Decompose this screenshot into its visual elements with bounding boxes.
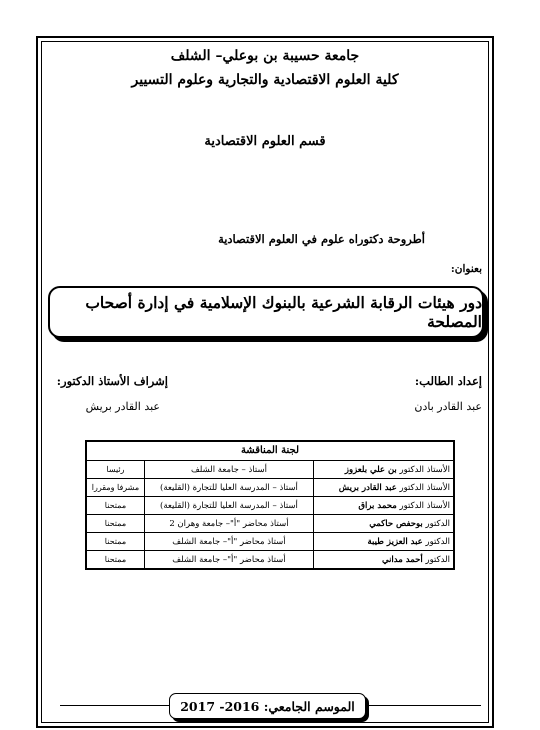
member-title: الدكتور [425, 536, 450, 547]
jury-title: لجنة المناقشة [86, 441, 454, 461]
member-name-cell [314, 551, 454, 570]
year-rule-right [366, 705, 481, 706]
member-role: ممتحنا [86, 515, 144, 533]
faculty-name: كلية العلوم الاقتصادية والتجارية وعلوم التسيير [131, 72, 399, 88]
member-name-cell [314, 497, 454, 515]
jury-table [85, 440, 455, 570]
member-role: ممتحنا [86, 497, 144, 515]
member-name: بوحفص حاكمي [369, 518, 423, 529]
supervisor-name: عبد القادر بريش [85, 400, 160, 413]
member-position: أستاذ – المدرسة العليا للتجارة (القليعة) [144, 497, 313, 515]
supervisor-label: إشراف الأستاذ الدكتور: [56, 374, 168, 388]
member-role: رئيسا [86, 461, 144, 479]
table-row [86, 533, 454, 551]
student-label: إعداد الطالب: [414, 374, 482, 388]
thesis-title: دور هيئات الرقابة الشرعية بالبنوك الإسلامية في إدارة أصحاب المصلحة [85, 293, 482, 331]
table-row [86, 497, 454, 515]
academic-year: الموسم الجامعي: 2016- 2017 [180, 698, 355, 714]
member-title: الأستاذ الدكتور [399, 500, 450, 511]
member-name: بن علي بلعزوز [344, 464, 397, 475]
member-position: أستاذ محاضر "أ"– جامعة الشلف [144, 551, 313, 570]
member-name: محمد براق [358, 500, 397, 511]
member-role: ممتحنا [86, 533, 144, 551]
table-row [86, 461, 454, 479]
academic-year-box [169, 693, 366, 719]
member-role: مشرفا ومقررا [86, 479, 144, 497]
student-name: عبد القادر بادن [414, 400, 482, 413]
member-title: الأستاذ الدكتور [399, 464, 450, 475]
university-name: جامعة حسيبة بن بوعلي– الشلف [170, 48, 360, 64]
member-name-cell [314, 461, 454, 479]
member-name: عبد العزيز طيبة [367, 536, 423, 547]
member-title: الأستاذ الدكتور [399, 482, 450, 493]
member-name: أحمد مداني [381, 554, 423, 565]
member-position: أستاذ – المدرسة العليا للتجارة (القليعة) [144, 479, 313, 497]
member-title: الدكتور [425, 554, 450, 565]
member-position: أستاذ محاضر "أ"– جامعة الشلف [144, 533, 313, 551]
year-rule-left [60, 705, 169, 706]
table-row [86, 551, 454, 570]
jury-header-row [86, 441, 454, 461]
member-position: أستاذ – جامعة الشلف [144, 461, 313, 479]
thesis-title-box [48, 286, 484, 338]
department-name: قسم العلوم الاقتصادية [204, 134, 326, 149]
member-role: ممتحنا [86, 551, 144, 570]
member-title: الدكتور [425, 518, 450, 529]
member-name-cell [314, 515, 454, 533]
member-name-cell [314, 533, 454, 551]
table-row [86, 479, 454, 497]
thesis-type: أطروحة دكتوراه علوم في العلوم الاقتصادية [218, 232, 425, 246]
title-label: بعنوان: [450, 263, 482, 275]
member-position: أستاذ محاضر "أ"– جامعة وهران 2 [144, 515, 313, 533]
member-name-cell [314, 479, 454, 497]
table-row [86, 515, 454, 533]
member-name: عبد القادر بريش [338, 482, 397, 493]
